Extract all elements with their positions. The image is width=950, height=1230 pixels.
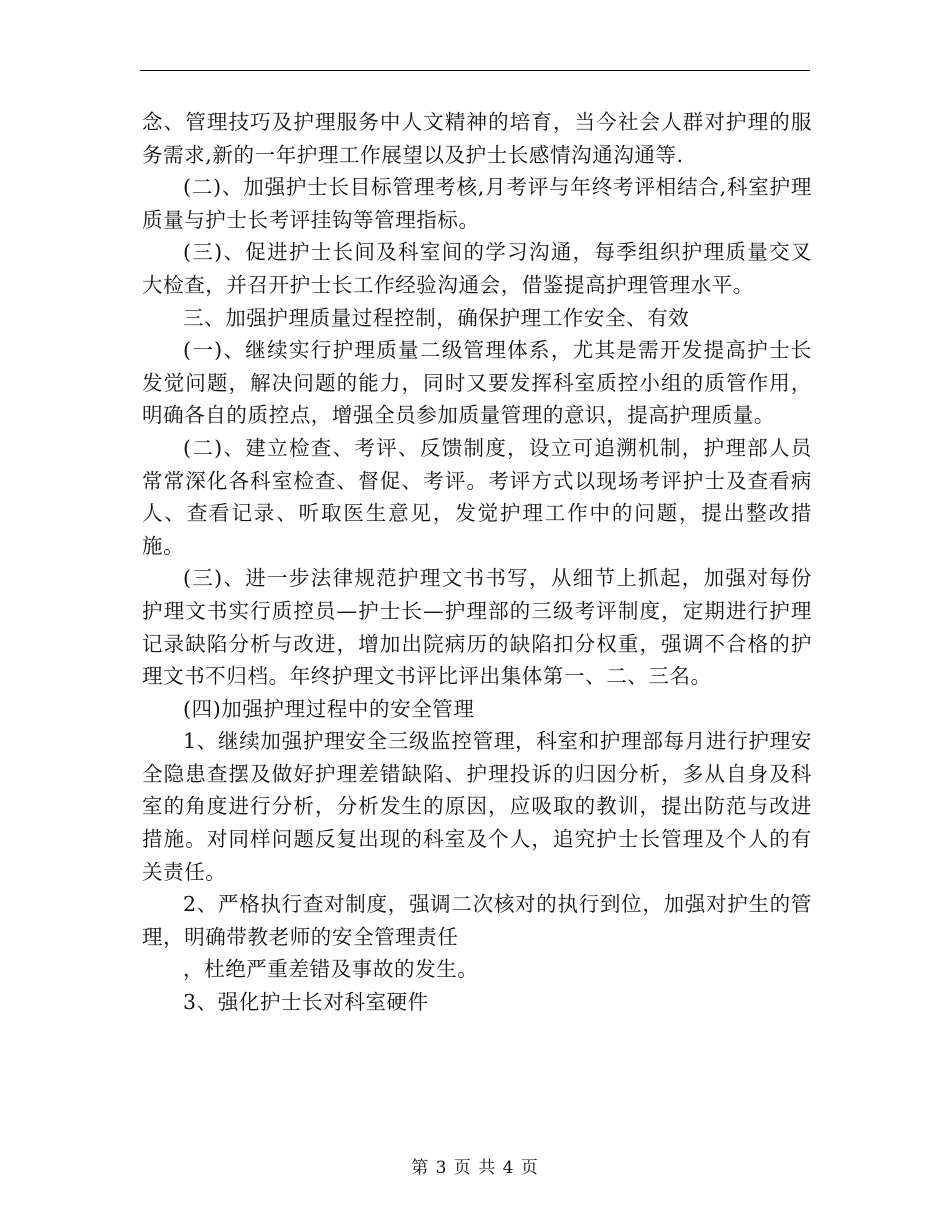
paragraph: ，杜绝严重差错及事故的发生。 bbox=[183, 957, 479, 982]
paragraph: (三)、进一步法律规范护理文书书写，从细节上抓起，加强对每份护理文书实行质控员—护士长—护理部的三级考评制度，定期进行护理记录缺陷分析与改进，增加出院病历的缺陷扣分权重，强调不合格的护理文书不归档。年终护理文书评比评出集体第一、二、三名。 bbox=[142, 566, 812, 689]
subsection-heading: (四)加强护理过程中的安全管理 bbox=[183, 696, 475, 721]
paragraph: 2、严格执行查对制度，强调二次核对的执行到位，加强对护生的管理，明确带教老师的安全管理责任 bbox=[142, 892, 812, 949]
page-number-footer: 第 3 页 共 4 页 bbox=[411, 1158, 539, 1178]
section-heading: 三、加强护理质量过程控制，确保护理工作安全、有效 bbox=[183, 305, 690, 330]
paragraph: (二)、加强护士长目标管理考核,月考评与年终考评相结合,科室护理质量与护士长考评挂钩等管理指标。 bbox=[142, 175, 812, 232]
paragraph: 1、继续加强护理安全三级监控管理，科室和护理部每月进行护理安全隐患查摆及做好护理差错缺陷、护理投诉的归因分析，多从自身及科室的角度进行分析，分析发生的原因，应吸取的教训，提出防范与改进措施。对同样问题反复出现的科室及个人，追究护士长管理及个人的有关责任。 bbox=[142, 729, 812, 884]
paragraph: (一)、继续实行护理质量二级管理体系，尤其是需开发提高护士长发觉问题，解决问题的能力，同时又要发挥科室质控小组的质管作用，明确各自的质控点，增强全员参加质量管理的意识，提高护理质量。 bbox=[142, 338, 812, 428]
paragraph: 3、强化护士长对科室硬件 bbox=[183, 990, 429, 1015]
paragraph: (三)、促进护士长间及科室间的学习沟通，每季组织护理质量交叉大检查，并召开护士长工作经验沟通会，借鉴提高护理管理水平。 bbox=[142, 240, 812, 297]
paragraph: (二)、建立检查、考评、反馈制度，设立可追溯机制，护理部人员常常深化各科室检查、督促、考评。考评方式以现场考评护士及查看病人、查看记录、听取医生意见，发觉护理工作中的问题，提出整改措施。 bbox=[142, 435, 812, 558]
document-body bbox=[142, 106, 812, 1019]
paragraph: 念、管理技巧及护理服务中人文精神的培育，当今社会人群对护理的服务需求,新的一年护理工作展望以及护士长感情沟通沟通等. bbox=[142, 110, 812, 167]
header-rule bbox=[140, 70, 810, 71]
